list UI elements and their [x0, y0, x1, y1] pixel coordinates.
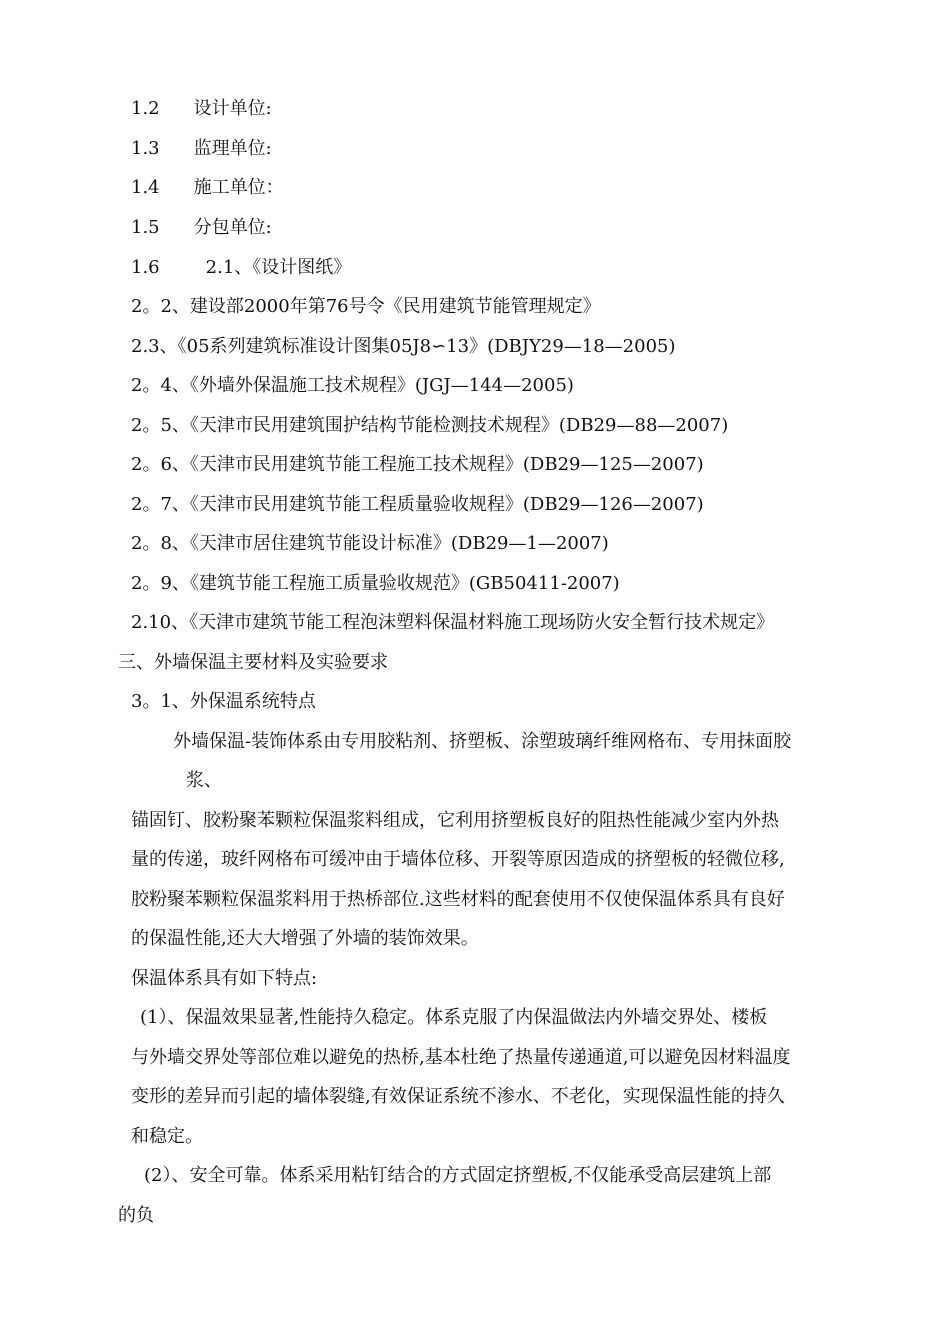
doc-line-1-5 — [131, 216, 272, 240]
reference-line: 2。7、《天津市民用建筑节能工程质量验收规程》(DB29—126—2007) — [131, 494, 704, 515]
feature-line: (1）、保温效果显著,性能持久稳定。体系克服了内保温做法内外墙交界处、楼板 — [140, 1007, 768, 1028]
reference-line: 2。8、《天津市居住建筑节能设计标准》(DB29—1—2007) — [131, 533, 609, 554]
feature-line: 变形的差异而引起的墙体裂缝,有效保证系统不渗水、不老化，实现保温性能的持久 — [131, 1086, 785, 1107]
item-text: 监理单位: — [193, 138, 272, 159]
reference-line: 2。6、《天津市民用建筑节能工程施工技术规程》(DB29—125—2007) — [131, 454, 704, 475]
reference-line: 2。5、《天津市民用建筑围护结构节能检测技术规程》(DB29—88—2007) — [131, 415, 729, 436]
reference-line: 2.10、《天津市建筑节能工程泡沫塑料保温材料施工现场防火安全暂行技术规定》 — [131, 612, 775, 633]
reference-line: 2。2、建设部2000年第76号令《民用建筑节能管理规定》 — [131, 296, 601, 317]
paragraph-line: 锚固钉、胶粉聚苯颗粒保温浆料组成，它利用挤塑板良好的阻热性能减少室内外热 — [131, 810, 779, 831]
doc-line-1-6 — [131, 256, 351, 280]
item-number: 1.3 — [131, 138, 160, 159]
paragraph-line: 的保温性能,还大大增强了外墙的装饰效果。 — [131, 928, 479, 949]
feature-line: 和稳定。 — [131, 1126, 203, 1147]
paragraph-line: 胶粉聚苯颗粒保温浆料用于热桥部位.这些材料的配套使用不仅使保温体系具有良好 — [131, 889, 785, 910]
doc-line-1-4 — [131, 176, 284, 200]
reference-line: 2。4、《外墙外保温施工技术规程》(JGJ—144—2005) — [131, 375, 574, 396]
item-number: 1.2 — [131, 98, 160, 119]
paragraph-line: 量的传递，玻纤网格布可缓冲由于墙体位移、开裂等原因造成的挤塑板的轻微位移, — [131, 849, 785, 870]
item-text: 施工单位： — [193, 177, 284, 198]
section-heading: 三、外墙保温主要材料及实验要求 — [118, 652, 388, 673]
item-number: 1.4 — [131, 177, 160, 198]
feature-line: (2）、安全可靠。体系采用粘钉结合的方式固定挤塑板,不仅能承受高层建筑上部 — [144, 1165, 772, 1186]
doc-line-1-3 — [131, 137, 272, 161]
reference-line: 2.3、《05系列建筑标准设计图集05J8∽13》(DBJY29—18—2005) — [131, 336, 676, 357]
doc-line-1-2 — [131, 97, 272, 121]
subsection-heading: 3。1、外保温系统特点 — [131, 691, 316, 712]
feature-line: 的负 — [118, 1205, 154, 1226]
item-text: 设计单位: — [193, 98, 272, 119]
item-number: 1.5 — [131, 217, 160, 238]
item-text: 2.1、《设计图纸》 — [205, 257, 352, 278]
item-text: 分包单位: — [193, 217, 272, 238]
item-number: 1.6 — [131, 257, 160, 278]
paragraph-line: 外墙保温-装饰体系由专用胶粘剂、挤塑板、涂塑玻璃纤维网格布、专用抹面胶 — [173, 731, 792, 752]
features-title: 保温体系具有如下特点: — [131, 968, 318, 989]
reference-line: 2。9、《建筑节能工程施工质量验收规范》(GB50411-2007) — [131, 573, 620, 594]
feature-line: 与外墙交界处等部位难以避免的热桥,基本杜绝了热量传递通道,可以避免因材料温度 — [131, 1047, 791, 1068]
paragraph-line: 浆、 — [186, 770, 222, 791]
